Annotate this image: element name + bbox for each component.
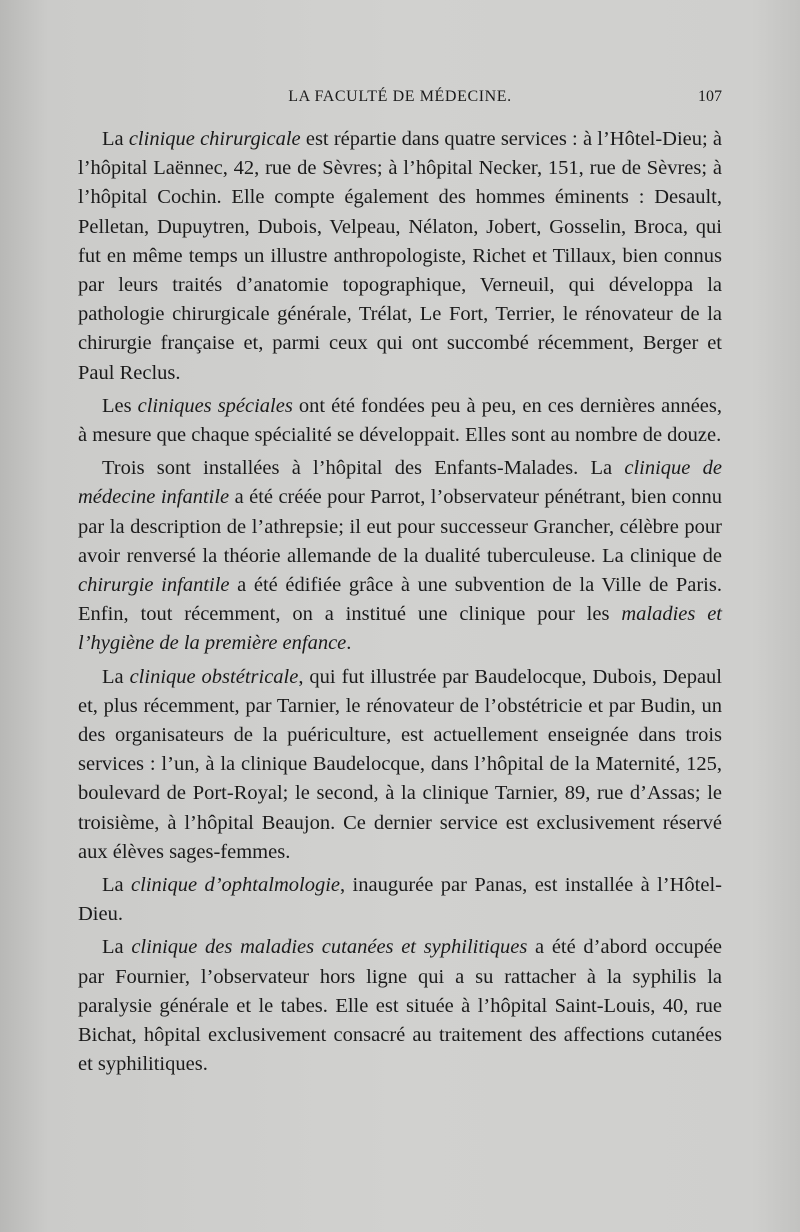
text-run: , inaugurée par Panas, est installée à l’Hôtel-Dieu. bbox=[78, 874, 722, 926]
paragraph-maladies-cutanees bbox=[78, 933, 722, 1079]
text-run: La bbox=[102, 665, 130, 688]
text-run: La bbox=[102, 936, 132, 959]
paragraph-clinique-obstetricale bbox=[78, 663, 722, 867]
italic-text: clinique chirurgicale bbox=[128, 128, 301, 150]
italic-text: cliniques spéciales bbox=[137, 394, 293, 417]
italic-text: clinique de médecine infantile bbox=[78, 457, 722, 509]
running-head-title: LA FACULTÉ DE MÉDECINE. bbox=[288, 88, 512, 105]
paragraph-clinique-chirurgicale bbox=[78, 125, 722, 388]
paragraph-clinique-ophtalmologie bbox=[78, 871, 722, 929]
text-run: La bbox=[102, 874, 132, 897]
paragraph-cliniques-speciales bbox=[78, 392, 722, 450]
text-run: La bbox=[102, 128, 129, 150]
running-head bbox=[78, 88, 722, 112]
body-text bbox=[78, 125, 722, 1080]
text-run: est répartie dans quatre services : à l’Hôtel-Dieu; à l’hôpital Laënnec, 42, rue de Sèvres; à l’hôpital Necker, 151, rue de Sèvres; à l’hôpital Cochin. Elle compte également des hommes éminents : Desault, Pelletan, Dupuytren, Dubois, Velpeau, Nélaton, Jobert, Gosselin, Broca, qui fut en même temps un illustre anthropologiste, Richet et Tillaux, bien connus par leurs traités d’anatomie topographique, Verneuil, qui développa la pathologie chirurgicale générale, Trélat, Le Fort, Terrier, le rénovateur de la chirurgie française et, parmi ceux qui ont succombé récemment, Berger et Paul Reclus. bbox=[78, 128, 722, 384]
italic-text: maladies et l’hygiène de la première enfance bbox=[78, 603, 722, 655]
text-run: a été d’abord occupée par Fournier, l’observateur hors ligne qui a su rattacher à la syphilis la paralysie générale et le tabes. Elle est située à l’hôpital Saint-Louis, 40, rue Bichat, hôpital exclusivement consacré au traitement des affections cutanées et syphilitiques. bbox=[78, 936, 723, 1076]
paragraph-enfants-malades bbox=[78, 454, 722, 658]
italic-text: clinique des maladies cutanées et syphilitiques bbox=[131, 936, 528, 959]
italic-text: clinique d’ophtalmologie bbox=[131, 874, 340, 897]
italic-text: clinique obstétricale bbox=[129, 665, 299, 688]
italic-text: chirurgie infantile bbox=[78, 574, 230, 597]
text-run: a été créée pour Parrot, l’observateur pénétrant, bien connu par la description de l’athrepsie; il eut pour successeur Grancher, célèbre pour avoir renversé la théorie allemande de la dualité tuberculeuse. La clinique de bbox=[78, 486, 722, 567]
text-run: ont été fondées peu à peu, en ces dernières années, à mesure que chaque spécialité se développait. Elles sont au nombre de douze. bbox=[78, 394, 723, 447]
text-run: Les bbox=[102, 394, 138, 417]
text-run: , qui fut illustrée par Baudelocque, Dubois, Depaul et, plus récemment, par Tarnier, le rénovateur de l’obstétricie et par Budin, un des organisateurs de la puériculture, est actuellement enseignée dans trois services : l’un, à la clinique Baudelocque, dans l’hôpital de la Maternité, 125, boulevard de Port-Royal; le second, à la clinique Tarnier, 89, rue d’Assas; le troisième, à l’hôpital Beaujon. Ce dernier service est exclusivement réservé aux élèves sages-femmes. bbox=[78, 665, 722, 863]
text-run: . bbox=[346, 632, 352, 655]
page-number: 107 bbox=[698, 88, 722, 105]
text-run: Trois sont installées à l’hôpital des Enfants-Malades. La bbox=[102, 457, 625, 480]
text-run: a été édifiée grâce à une subvention de la Ville de Paris. Enfin, tout récemment, on a institué une clinique pour les bbox=[78, 574, 722, 626]
